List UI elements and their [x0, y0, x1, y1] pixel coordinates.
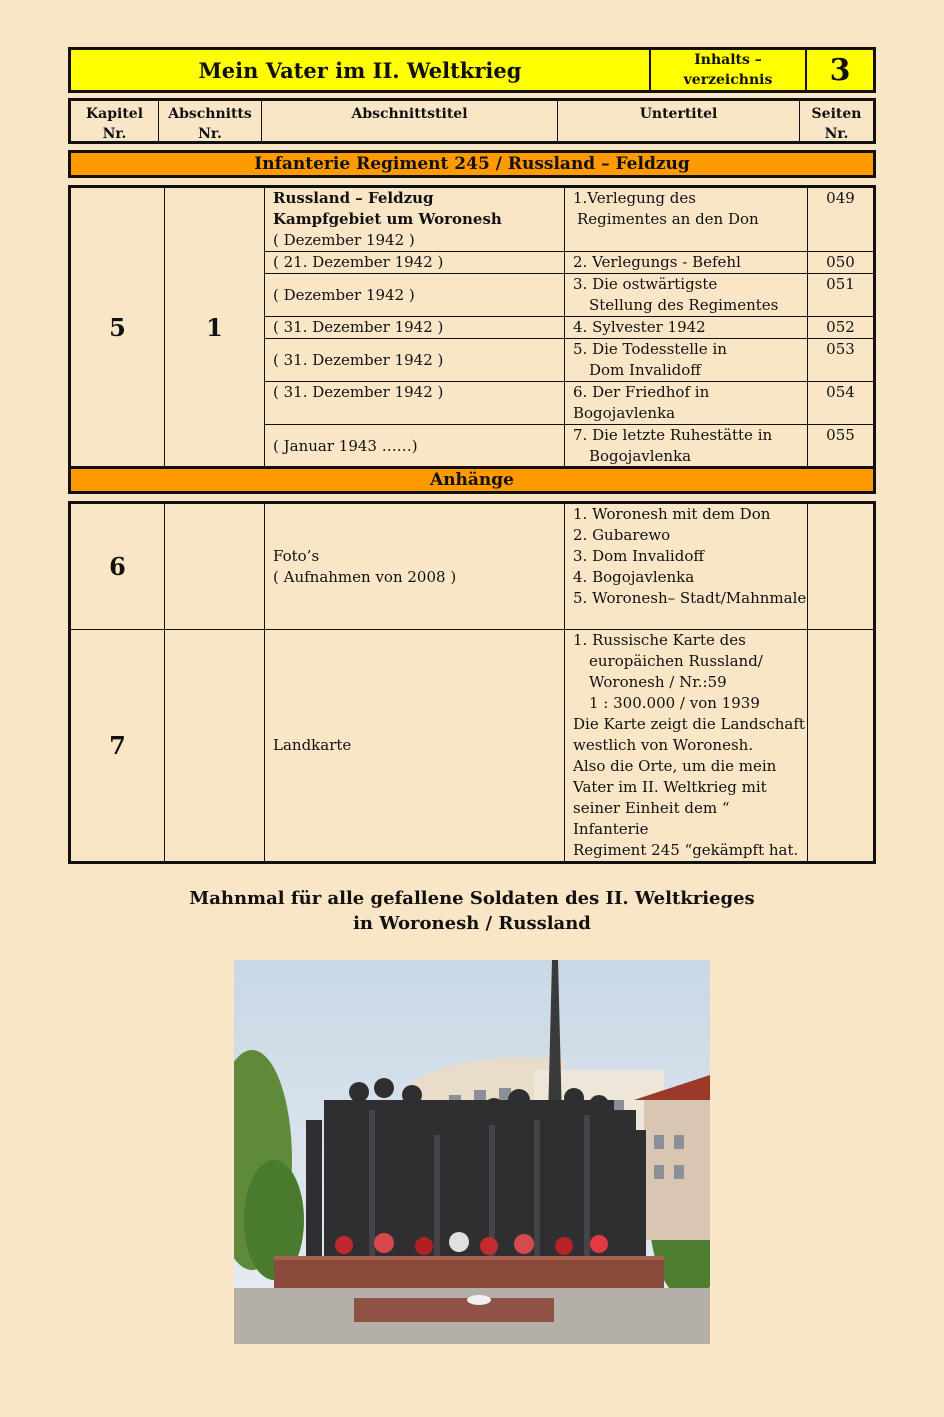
- row-title: Landkarte: [265, 630, 565, 863]
- col-abschnitt-line1: Abschnitts: [168, 106, 252, 122]
- list-item: Regiment 245 “gekämpft hat.: [573, 841, 799, 859]
- kapitel-number: 7: [70, 630, 165, 863]
- column-header: [68, 98, 876, 144]
- row-page: 052: [808, 317, 875, 339]
- abschnitt-number: 1: [165, 187, 265, 469]
- col-seiten-line1: Seiten: [811, 106, 862, 122]
- list-item: 1 : 300.000 / von 1939: [589, 694, 760, 712]
- col-kapitel-line1: Kapitel: [85, 106, 144, 122]
- list-item: 3. Dom Invalidoff: [573, 547, 705, 565]
- row-title: ( 21. Dezember 1942 ): [265, 252, 565, 274]
- row-title: ( Dezember 1942 ): [265, 274, 565, 317]
- col-abschnitt: [159, 101, 262, 141]
- list-item: Woronesh / Nr.:59: [589, 673, 727, 691]
- list-item: 4. Bogojavlenka: [573, 568, 695, 586]
- row-subtitle: 2. Verlegungs - Befehl: [565, 252, 808, 274]
- row-subtitle: 6. Der Friedhof in Bogojavlenka: [565, 382, 808, 425]
- table-row: [70, 630, 875, 863]
- col-abschnitt-line2: Nr.: [198, 126, 222, 142]
- row-title-line: ( Dezember 1942 ): [273, 231, 415, 249]
- title-bar: [68, 47, 876, 93]
- photo-caption: [0, 886, 944, 936]
- col-kapitel-line2: Nr.: [102, 126, 127, 142]
- empty-cell: [165, 503, 265, 630]
- row-subtitle: [565, 274, 808, 317]
- caption-line1: Mahnmal für alle gefallene Soldaten des II. Weltkrieges: [189, 888, 755, 909]
- row-subtitle-line: Bogojavlenka: [589, 447, 692, 465]
- row-title: [265, 503, 565, 630]
- row-page: 055: [808, 425, 875, 469]
- table-row: [70, 503, 875, 630]
- list-item: europäichen Russland/: [589, 652, 763, 670]
- toc-label-line2: verzeichnis: [683, 72, 773, 88]
- col-untertitel: Untertitel: [558, 101, 800, 141]
- row-subtitle-line: 1.Verlegung des: [573, 189, 696, 207]
- list-item: Also die Orte, um die mein: [573, 757, 777, 775]
- list-item: 1. Russische Karte des: [573, 631, 746, 649]
- section2-heading: Anhänge: [68, 466, 876, 494]
- table-row: [70, 187, 875, 252]
- row-title: ( 31. Dezember 1942 ): [265, 339, 565, 382]
- empty-cell: [165, 630, 265, 863]
- section1-table: [68, 185, 876, 470]
- row-subtitle: 4. Sylvester 1942: [565, 317, 808, 339]
- list-item: seiner Einheit dem “ Infanterie: [573, 799, 730, 838]
- kapitel-number: 6: [70, 503, 165, 630]
- kapitel-number: 5: [70, 187, 165, 469]
- row-title: ( 31. Dezember 1942 ): [265, 317, 565, 339]
- empty-cell: [808, 503, 875, 630]
- row-page: 049: [808, 187, 875, 252]
- section2-table: [68, 501, 876, 864]
- row-title: [265, 187, 565, 252]
- col-kapitel: [71, 101, 159, 141]
- row-subtitle-line: Regimentes an den Don: [577, 210, 759, 228]
- empty-cell: [808, 630, 875, 863]
- row-subtitle-line: 7. Die letzte Ruhestätte in: [573, 426, 773, 444]
- list-item: Die Karte zeigt die Landschaft: [573, 715, 805, 733]
- row-subtitle-line: Stellung des Regimentes: [589, 296, 779, 314]
- row-title-line: Russland – Feldzug: [273, 189, 434, 207]
- row-subtitle-line: Dom Invalidoff: [589, 361, 701, 379]
- page-number: 3: [829, 52, 851, 88]
- row-subtitle: [565, 425, 808, 469]
- row-title-line: ( Aufnahmen von 2008 ): [273, 567, 457, 586]
- row-subtitle-line: 5. Die Todesstelle in: [573, 340, 727, 358]
- col-titel: Abschnittstitel: [262, 101, 558, 141]
- list-item: 5. Woronesh– Stadt/Mahnmale: [573, 589, 807, 607]
- list-item: westlich von Woronesh.: [573, 736, 754, 754]
- list-item: 1. Woronesh mit dem Don: [573, 505, 771, 523]
- col-seiten-line2: Nr.: [824, 126, 849, 142]
- row-subtitle: [565, 187, 808, 252]
- row-page: 050: [808, 252, 875, 274]
- row-title: ( Januar 1943 ……): [265, 425, 565, 469]
- row-title-line: Kampfgebiet um Woronesh: [273, 210, 502, 228]
- row-page: 053: [808, 339, 875, 382]
- document-title: Mein Vater im II. Weltkrieg: [71, 50, 651, 90]
- section1-heading: Infanterie Regiment 245 / Russland – Feldzug: [68, 150, 876, 178]
- caption-line2: in Woronesh / Russland: [353, 913, 591, 934]
- row-subtitle: [565, 630, 808, 863]
- row-subtitle: [565, 339, 808, 382]
- list-item: 2. Gubarewo: [573, 526, 671, 544]
- toc-label-line1: Inhalts –: [694, 52, 762, 68]
- row-subtitle-line: 3. Die ostwärtigste: [573, 275, 718, 293]
- row-page: 054: [808, 382, 875, 425]
- memorial-photo: [234, 960, 710, 1344]
- row-title: ( 31. Dezember 1942 ): [265, 382, 565, 425]
- toc-label: [651, 50, 807, 90]
- col-seiten: [800, 101, 873, 141]
- row-title-line: Foto’s: [273, 546, 320, 565]
- row-subtitle: [565, 503, 808, 630]
- list-item: Vater im II. Weltkrieg mit: [573, 778, 767, 796]
- row-page: 051: [808, 274, 875, 317]
